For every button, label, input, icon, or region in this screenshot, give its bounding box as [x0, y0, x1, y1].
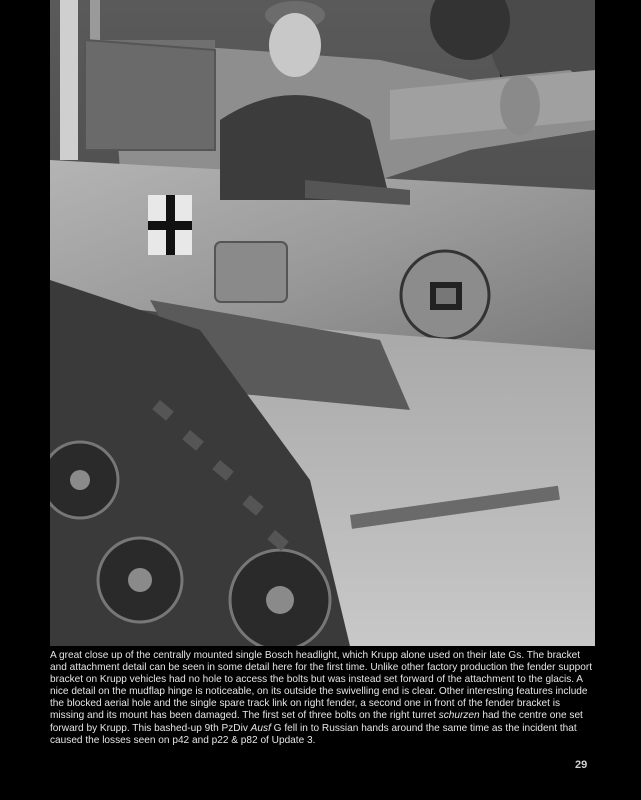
caption-text-part1: A great close up of the centrally mounted single Bosch headlight, which Krupp alone used on their late Gs. The bracket and attachment detail can be seen in some detail here for the first time. Unlike other factory production the fender support bracket on Krupp vehicles had no hole to access the bolts but was instead set forward of the attachment to the glacis. A nice detail on the mudflap hinge is noticeable, on its outside the swivelling end is clear. Other interesting features include the blocked aerial hole and the single spare track link on right fender, a second one in front of the fender bracket is missing and its mount has been damaged. The first set of three bolts on the right turret: [50, 650, 593, 722]
caption-text-part2: had the centre one set forward by Krupp. This bashed-up 9th PzDiv: [50, 710, 583, 734]
caption-italic-schurzen: schurzen: [438, 710, 480, 722]
tank-photo-illustration: [50, 0, 595, 646]
caption-text-part3: G fell in to Russian hands around the same time as the incident that caused the losses seen on p42 and p22 & p82 of Update 3.: [50, 722, 577, 746]
caption-italic-ausf: Ausf: [250, 722, 271, 734]
page-number: 29: [575, 759, 588, 771]
tank-photograph: [50, 0, 595, 646]
photo-caption: [50, 650, 595, 747]
